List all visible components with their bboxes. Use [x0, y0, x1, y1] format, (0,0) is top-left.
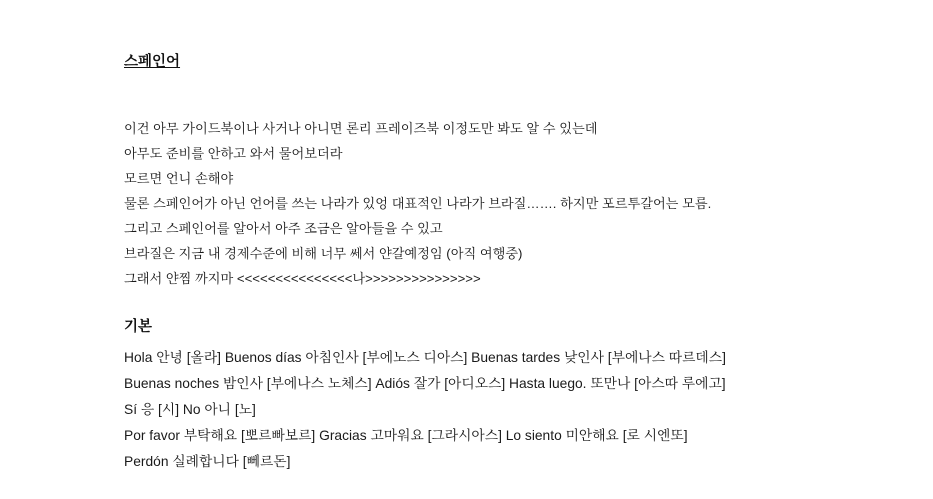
- intro-line: 그래서 얀찜 까지마 <<<<<<<<<<<<<<<나>>>>>>>>>>>>>>>: [124, 270, 481, 286]
- intro-line: 물론 스페인어가 아닌 언어를 쓰는 나라가 있엉 대표적인 나라가 브라질……. 하지만 포르투갈어는 모름.: [124, 195, 712, 211]
- phrase-line: Perdón 실례합니다 [뻬르돈]: [124, 453, 291, 469]
- phrase-line: Por favor 부탁해요 [뽀르빠보르] Gracias 고마워요 [그라시아스] Lo siento 미안해요 [로 시엔또]: [124, 427, 688, 443]
- phrase-line: Hola 안녕 [올라] Buenos días 아침인사 [부에노스 디아스] Buenas tardes 낮인사 [부에나스 따르데스]: [124, 349, 726, 365]
- intro-line: 모르면 언니 손해야: [124, 170, 234, 186]
- intro-line: 그리고 스페인어를 알아서 아주 조금은 알아들을 수 있고: [124, 220, 443, 236]
- page-title: 스페인어: [124, 54, 181, 70]
- phrase-line: Buenas noches 밤인사 [부에나스 노체스] Adiós 잘가 [아디오스] Hasta luego. 또만나 [아스따 루에고]: [124, 375, 726, 391]
- intro-line: 이건 아무 가이드북이나 사거나 아니면 론리 프레이즈북 이정도만 봐도 알 수 있는데: [124, 120, 598, 136]
- spacer: [124, 291, 864, 317]
- document-body: [124, 52, 864, 475]
- spacer: [124, 86, 864, 116]
- intro-line: 아무도 준비를 안하고 와서 물어보더라: [124, 145, 343, 161]
- intro-line: 브라질은 지금 내 경제수준에 비해 너무 쎄서 얀갈예정임 (아직 여행중): [124, 245, 523, 261]
- phrase-line: Sí 응 [시] No 아니 [노]: [124, 401, 256, 417]
- section-heading-basics: 기본: [124, 318, 153, 335]
